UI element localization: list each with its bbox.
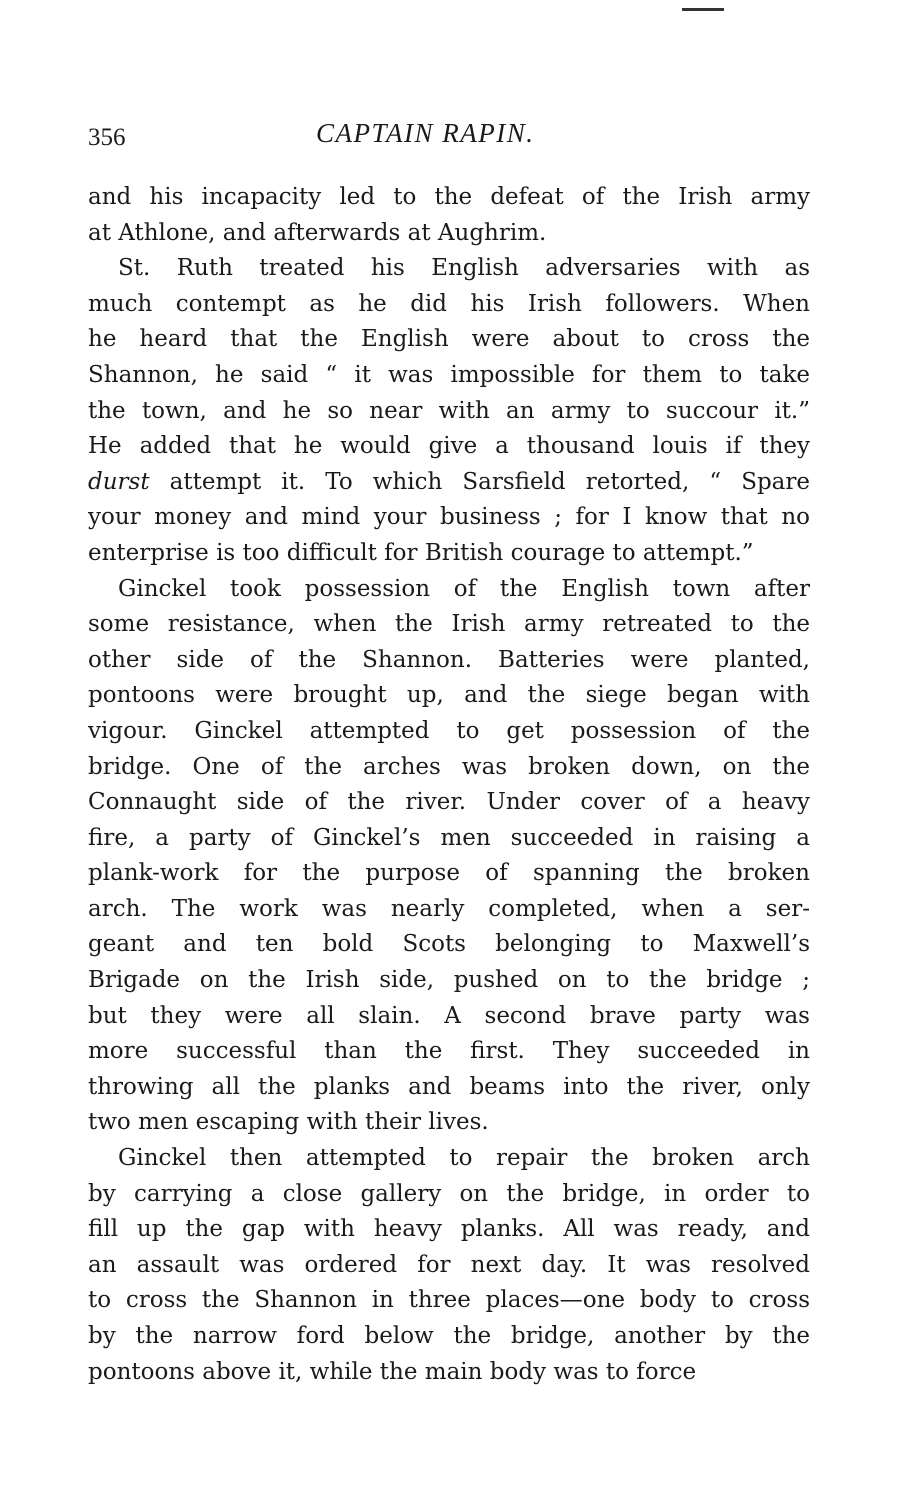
text-line: but they were all slain. A second brave party was	[88, 1002, 810, 1029]
page-header	[88, 118, 818, 158]
body-text	[88, 180, 810, 1390]
running-title: CAPTAIN RAPIN.	[316, 118, 535, 148]
paragraph	[88, 572, 810, 1142]
text-line: pontoons above it, while the main body was to force	[88, 1358, 697, 1385]
text-line: the town, and he so near with an army to succour it.”	[88, 397, 810, 424]
text-line: vigour. Ginckel attempted to get possession of the	[88, 717, 810, 744]
page-number: 356	[88, 124, 126, 151]
text-line: fill up the gap with heavy planks. All was ready, and	[88, 1216, 810, 1243]
text-line: Brigade on the Irish side, pushed on to the bridge ;	[88, 967, 810, 994]
paragraph	[88, 180, 810, 251]
text-line: Ginckel then attempted to repair the broken arch	[118, 1145, 810, 1172]
text-line: your money and mind your business ; for I know that no	[88, 504, 810, 531]
text-line: an assault was ordered for next day. It was resolved	[88, 1251, 810, 1278]
text-line: bridge. One of the arches was broken down, on the	[88, 753, 810, 780]
text-line: by the narrow ford below the bridge, another by the	[88, 1323, 810, 1349]
text-line: plank-work for the purpose of spanning the broken	[88, 860, 810, 887]
text-line: St. Ruth treated his English adversaries with as	[118, 255, 810, 282]
text-line: enterprise is too difficult for British courage to attempt.”	[88, 539, 754, 566]
text-line: to cross the Shannon in three places—one body to cross	[88, 1287, 810, 1314]
text-line: other side of the Shannon. Batteries were planted,	[88, 646, 810, 673]
text-line: by carrying a close gallery on the bridge, in order to	[88, 1180, 810, 1207]
text-line: some resistance, when the Irish army retreated to the	[88, 611, 810, 638]
text-line: Ginckel took possession of the English town after	[118, 575, 810, 602]
text-line: pontoons were brought up, and the siege began with	[88, 682, 810, 709]
text-line: Shannon, he said “ it was impossible for them to take	[88, 361, 810, 388]
text-line: at Athlone, and afterwards at Aughrim.	[88, 219, 547, 246]
paragraph	[88, 251, 810, 571]
text-line: durst attempt it. To which Sarsfield retorted, “ Spare	[88, 468, 810, 495]
text-line: two men escaping with their lives.	[88, 1109, 489, 1136]
text-line: much contempt as he did his Irish followers. When	[88, 290, 810, 317]
text-line: more successful than the first. They succeeded in	[88, 1038, 810, 1065]
text-line: throwing all the planks and beams into the river, only	[88, 1073, 810, 1100]
text-line: He added that he would give a thousand louis if they	[88, 433, 810, 460]
text-line: he heard that the English were about to cross the	[88, 326, 810, 353]
text-line: Connaught side of the river. Under cover of a heavy	[88, 789, 810, 816]
page-edge-mark	[682, 8, 724, 11]
text-line: arch. The work was nearly completed, when a ser-	[88, 895, 810, 922]
text-line: geant and ten bold Scots belonging to Maxwell’s	[88, 931, 810, 958]
text-line: fire, a party of Ginckel’s men succeeded in raising a	[88, 824, 810, 851]
text-line: and his incapacity led to the defeat of the Irish army	[88, 184, 810, 210]
paragraph	[88, 1141, 810, 1390]
